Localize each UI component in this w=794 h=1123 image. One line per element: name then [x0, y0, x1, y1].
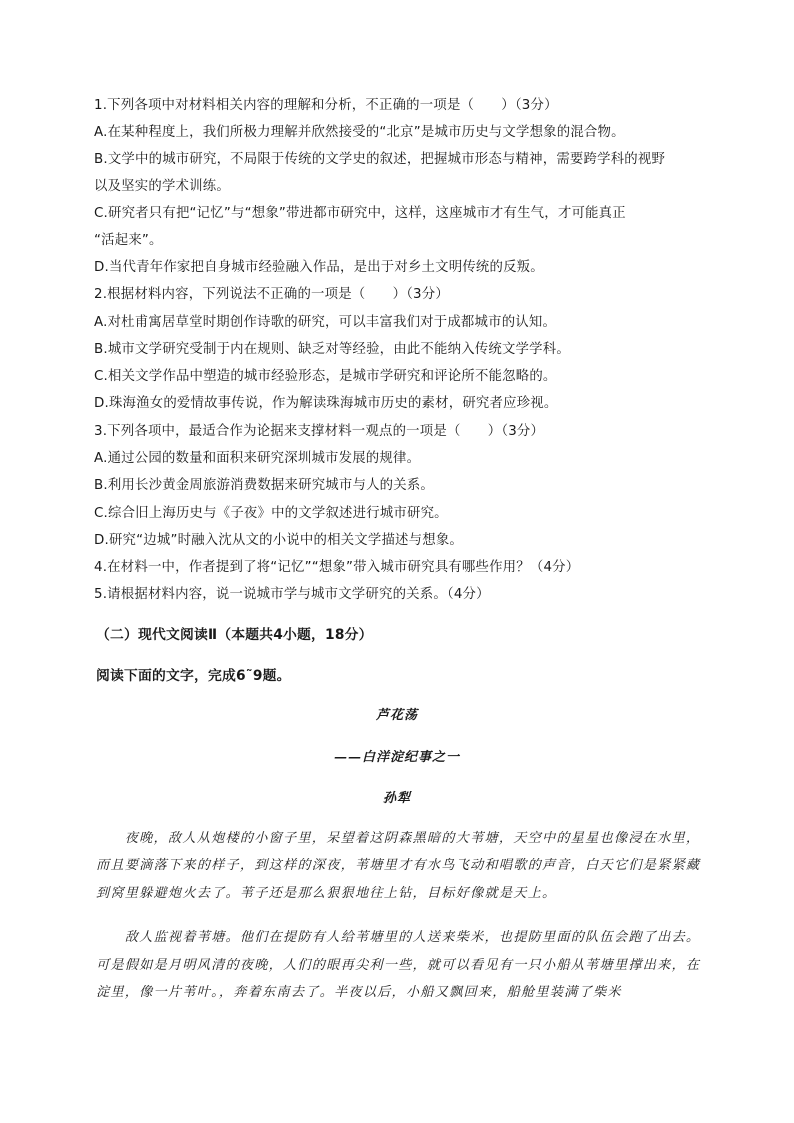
question-3-option-a: A.通过公园的数量和面积来研究深圳城市发展的规律。 [94, 451, 421, 466]
story-subtitle: ——白洋淀纪事之一 [333, 750, 460, 765]
question-4: 4.在材料一中，作者提到了将“记忆”“想象”带入城市研究具有哪些作用？（4分） [94, 560, 580, 575]
question-3-stem: 3.下列各项中，最适合作为论据来支撑材料一观点的一项是（ ）（3分） [94, 424, 545, 439]
question-1-option-c-cont: “活起来”。 [94, 233, 163, 248]
question-1-option-b-cont: 以及坚实的学术训练。 [94, 179, 230, 194]
story-line: 到窝里躲避炮火去了。苇子还是那么狠狠地往上钻，目标好像就是天上。 [96, 886, 557, 901]
story-author: 孙犁 [382, 791, 411, 806]
story-line: 敌人监视着苇塘。他们在提防有人给苇塘里的人送来柴米，也提防里面的队伍会跑了出去。 [96, 930, 701, 945]
story-line: 可是假如是月明风清的夜晚，人们的眼再尖利一些，就可以看见有一只小船从苇塘里撑出来，在 [96, 958, 701, 973]
question-2-option-b: B.城市文学研究受制于内在规则、缺乏对等经验，由此不能纳入传统文学学科。 [94, 342, 570, 357]
question-1-option-a: A.在某种程度上，我们所极力理解并欣然接受的“北京”是城市历史与文学想象的混合物。 [94, 125, 625, 140]
question-2-option-a: A.对杜甫寓居草堂时期创作诗歌的研究，可以丰富我们对于成都城市的认知。 [94, 315, 557, 330]
section-instruction: 阅读下面的文字，完成6˜9题。 [96, 668, 291, 684]
section-heading: （二）现代文阅读Ⅱ（本题共4小题，18分） [96, 627, 373, 643]
question-3-option-c: C.综合旧上海历史与《子夜》中的文学叙述进行城市研究。 [94, 506, 448, 521]
question-1-stem: 1.下列各项中对材料相关内容的理解和分析，不正确的一项是（ ）（3分） [94, 98, 558, 113]
question-1-option-b: B.文学中的城市研究，不局限于传统的文学史的叙述，把握城市形态与精神，需要跨学科的视野 [94, 152, 666, 167]
story-title: 芦花荡 [375, 708, 418, 723]
question-1-option-d: D.当代青年作家把自身城市经验融入作品，是出于对乡土文明传统的反叛。 [94, 260, 544, 275]
question-3-option-d: D.研究“边城”时融入沈从文的小说中的相关文学描述与想象。 [94, 533, 464, 548]
question-3-option-b: B.利用长沙黄金周旅游消费数据来研究城市与人的关系。 [94, 478, 435, 493]
question-1-option-c: C.研究者只有把“记忆”与“想象”带进都市研究中，这样，这座城市才有生气，才可能真正 [94, 206, 626, 221]
story-line: 而且要滴落下来的样子，到这样的深夜，苇塘里才有水鸟飞动和唱歌的声音，白天它们是紧紧藏 [96, 858, 701, 873]
story-line: 淀里，像一片苇叶。，奔着东南去了。半夜以后，小船又飘回来，船舱里装满了柴米 [96, 985, 622, 1000]
question-2-stem: 2.根据材料内容，下列说法不正确的一项是（ ）（3分） [94, 287, 449, 302]
story-line: 夜晚，敌人从炮楼的小窗子里，呆望着这阴森黑暗的大苇塘，天空中的星星也像浸在水里， [96, 831, 701, 846]
question-5: 5.请根据材料内容，说一说城市学与城市文学研究的关系。（4分） [94, 587, 490, 602]
question-2-option-c: C.相关文学作品中塑造的城市经验形态，是城市学研究和评论所不能忽略的。 [94, 369, 557, 384]
question-2-option-d: D.珠海渔女的爱情故事传说，作为解读珠海城市历史的素材，研究者应珍视。 [94, 396, 558, 411]
